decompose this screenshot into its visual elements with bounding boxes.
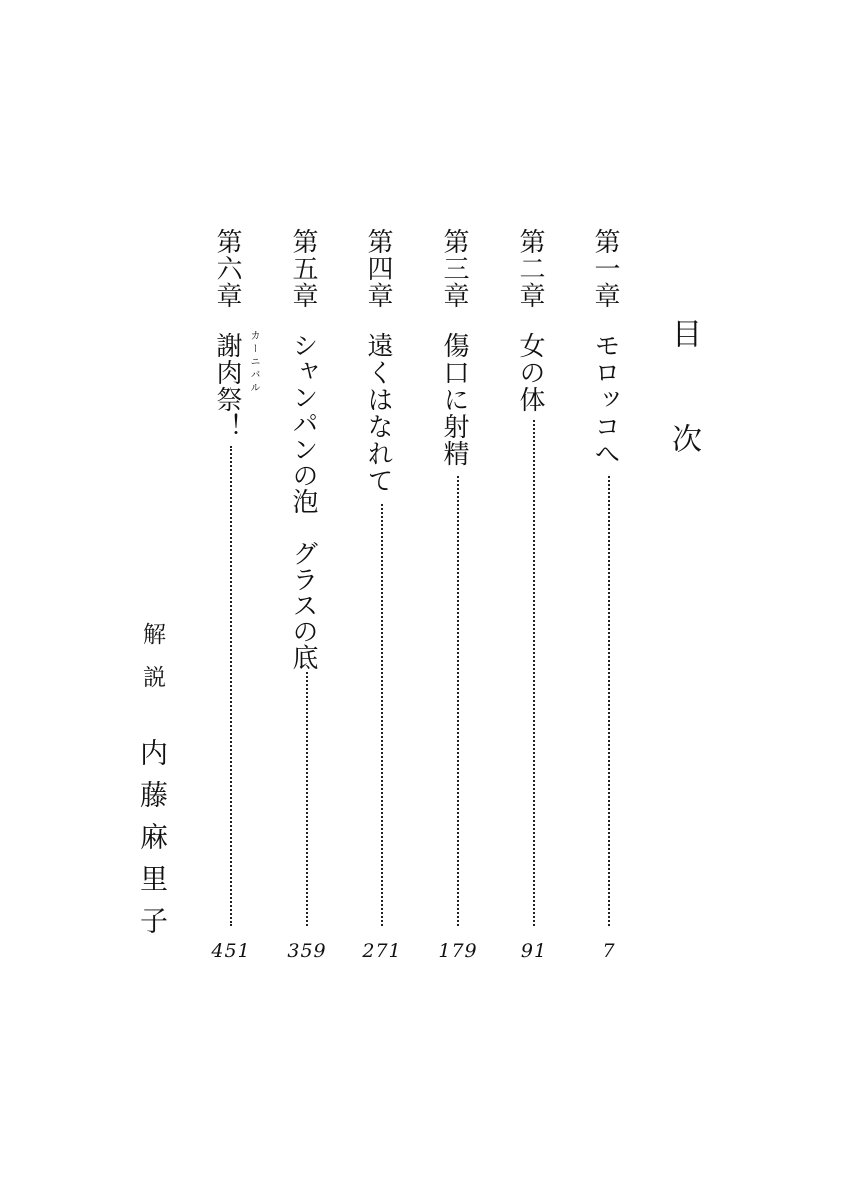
chapter-title-ruby: カーニバル bbox=[248, 330, 259, 395]
chapter-title: モロッコへ bbox=[590, 332, 620, 467]
page-number: 91 bbox=[520, 940, 548, 962]
dot-leader bbox=[381, 504, 385, 926]
toc-entry-chapter-6[interactable] bbox=[211, 228, 259, 963]
toc-entry-chapter-2[interactable] bbox=[517, 228, 551, 963]
chapter-number: 第六章 bbox=[212, 228, 242, 309]
toc-title: 目次 bbox=[666, 318, 701, 528]
chapter-title: 謝肉祭！ bbox=[212, 332, 242, 440]
dot-leader bbox=[306, 672, 310, 926]
chapter-number: 第一章 bbox=[590, 228, 620, 309]
chapter-title: シャンパンの泡 グラスの底 bbox=[288, 332, 318, 670]
toc-entry-chapter-5[interactable] bbox=[287, 228, 327, 963]
page-number: 359 bbox=[287, 940, 327, 962]
toc-entry-chapter-3[interactable] bbox=[438, 228, 478, 963]
dot-leader bbox=[608, 476, 612, 926]
page-number: 271 bbox=[362, 940, 402, 962]
page-number: 179 bbox=[438, 940, 478, 962]
toc-entry-chapter-1[interactable] bbox=[592, 228, 626, 963]
toc-entry-chapter-4[interactable] bbox=[362, 228, 402, 963]
page-number: 451 bbox=[211, 940, 251, 962]
commentary-author: 内藤麻里子 bbox=[136, 738, 169, 948]
dot-leader bbox=[533, 420, 537, 926]
chapter-title: 女の体 bbox=[515, 332, 545, 413]
chapter-title: 遠くはなれて bbox=[363, 332, 393, 494]
dot-leader bbox=[230, 446, 234, 926]
commentary-label[interactable]: 解説 bbox=[139, 622, 165, 708]
chapter-number: 第五章 bbox=[288, 228, 318, 309]
chapter-number: 第二章 bbox=[515, 228, 545, 309]
page-number: 7 bbox=[602, 940, 616, 962]
chapter-title: 傷口に射精 bbox=[439, 332, 469, 467]
chapter-number: 第四章 bbox=[363, 228, 393, 309]
chapter-number: 第三章 bbox=[439, 228, 469, 309]
dot-leader bbox=[457, 476, 461, 926]
